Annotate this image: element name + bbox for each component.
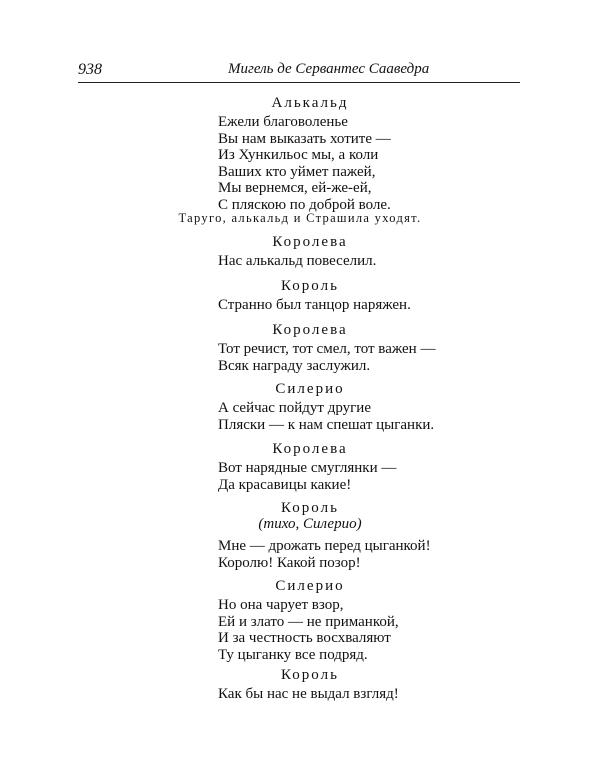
speaker-name: Король <box>281 278 339 294</box>
stage-aside: (тихо, Силерио) <box>258 516 362 532</box>
verse-line: Вот нарядные смуглянки — <box>218 460 397 476</box>
verse-line: Мы вернемся, ей-же-ей, <box>218 180 372 196</box>
verse-line: Но она чарует взор, <box>218 597 344 613</box>
speaker-name: Королева <box>272 322 348 338</box>
verse-line: Нас алькальд повеселил. <box>218 253 377 269</box>
verse-line: Ту цыганку все подряд. <box>218 646 368 663</box>
speaker-name: Силерио <box>275 381 345 397</box>
running-title: Мигель де Сервантес Сааведра <box>228 61 430 77</box>
verse-lines <box>218 686 399 703</box>
verse-line: Как бы нас не выдал взгляд! <box>218 686 399 702</box>
verse-line: Ей и злато — не приманкой, <box>218 613 399 630</box>
verse-line: Странно был танцор наряжен. <box>218 297 411 313</box>
running-head <box>78 57 520 81</box>
verse-line: Ваших кто уймет пажей, <box>218 163 376 180</box>
stage-direction: Таруго, алькальд и Страшила уходят. <box>178 211 422 225</box>
verse-line: Из Хункильос мы, а коли <box>218 147 379 163</box>
page-number: 938 <box>78 61 102 78</box>
verse-line: Ежели благоволенье <box>218 114 348 130</box>
verse-lines <box>218 253 376 270</box>
verse-lines <box>218 400 434 433</box>
verse-line: Тот речист, тот смел, тот важен — <box>218 341 436 357</box>
verse-line: Да красавицы какие! <box>218 476 352 493</box>
speaker-name: Алькальд <box>271 95 349 111</box>
verse-line: Пляски — к нам спешат цыганки. <box>218 416 435 433</box>
verse-lines <box>218 297 411 314</box>
verse-lines <box>218 460 396 493</box>
speaker-name: Королева <box>272 441 348 457</box>
verse-line: А сейчас пойдут другие <box>218 400 371 416</box>
verse-line: Всяк награду заслужил. <box>218 357 371 374</box>
header-rule <box>78 82 520 83</box>
verse-line: Вы нам выказать хотите — <box>218 130 391 147</box>
verse-line: Мне — дрожать перед цыганкой! <box>218 538 431 554</box>
verse-line: И за честность восхваляют <box>218 630 391 646</box>
verse-line: С пляскою по доброй воле. <box>218 196 391 213</box>
verse-lines <box>218 341 435 374</box>
speaker-name: Королева <box>272 234 348 250</box>
verse-lines <box>218 114 391 213</box>
verse-lines <box>218 538 431 571</box>
verse-lines <box>218 597 399 663</box>
speaker-name: Король <box>281 500 339 516</box>
speaker-name: Силерио <box>275 578 345 594</box>
verse-line: Королю! Какой позор! <box>218 554 361 571</box>
speaker-name: Король <box>281 667 339 683</box>
